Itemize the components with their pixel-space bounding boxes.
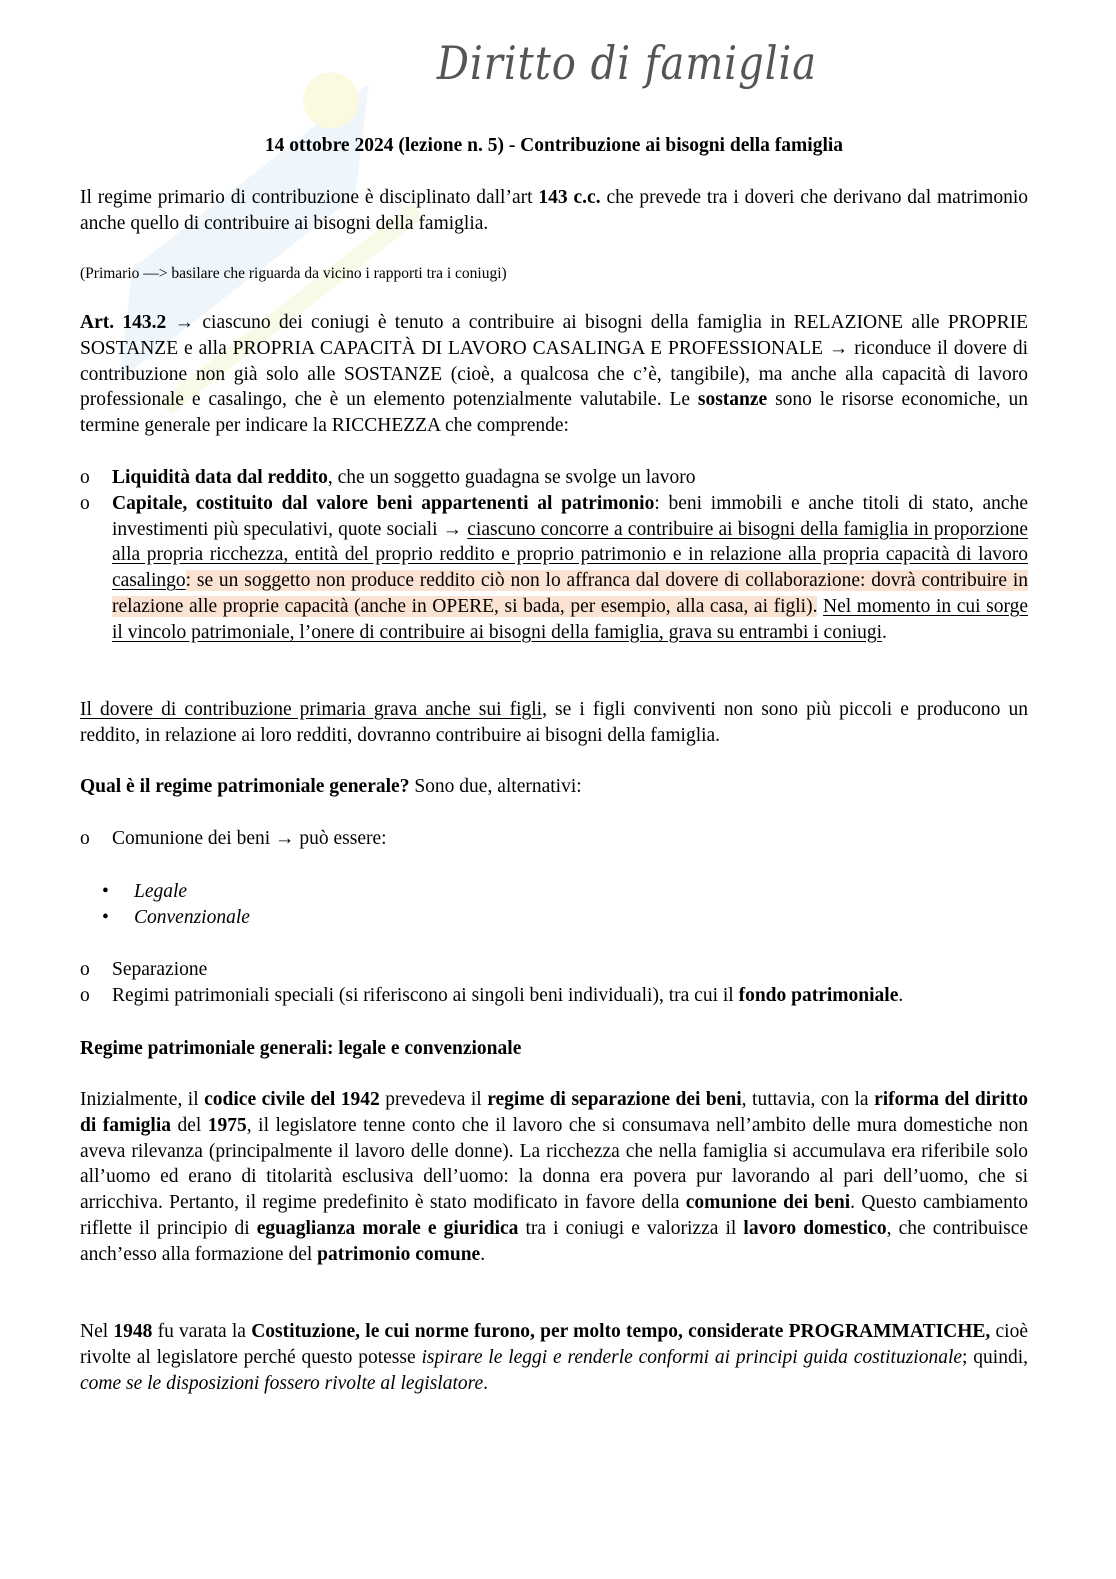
text: , che un soggetto guadagna se svolge un lavoro [327,467,696,488]
list-item [80,957,1028,983]
text: Nel [80,1321,114,1342]
article-ref: Art. 143.2 [80,312,167,333]
article-ref: 143 c.c. [538,187,601,208]
bullet: o [80,828,90,849]
lesson-heading: 14 ottobre 2024 (lezione n. 5) - Contribuzione ai bisogni della famiglia [264,135,844,156]
text: . Questo cambiamento riflette il principio di [80,1192,1028,1239]
text: → ciascuno dei coniugi è tenuto a contribuire ai bisogni della famiglia in RELAZIONE alle PROPRIE SOSTANZE e alla PROPRIA CAPACITÀ DI LAVORO CASALINGA E PROFESSIONALE → riconduce il dovere di contribuzione non già solo alle SOSTANZE (cioè, a qualcosa che c’è, tangibile), ma anche alla capacità di lavoro professionale e casalingo, che è un elemento potenzialmente valutabile. Le [80,312,1029,411]
section-heading: Regime patrimoniale generali: legale e convenzionale [80,1038,522,1059]
paragraph-art-143 [80,310,1028,439]
term: Liquidità data dal reddito [112,467,328,488]
highlighted-text: se un soggetto non produce reddito ciò non lo affranca dal dovere di collaborazione: dovrà contribuire in relazione alle proprie capacità (anche in OPERE, si bada, per esempio, alla casa, ai figli). [112,570,1029,617]
term: Capitale, costituito dal valore beni appartenenti al patrimonio [112,492,655,514]
text: : [185,570,197,592]
bullet: o [80,959,90,980]
list-ricchezza [80,465,1028,646]
bullet: o [80,467,90,488]
list-item [80,491,1028,646]
text: , se i figli conviventi non sono più piccoli e producono un reddito, in relazione ai loro redditi, dovranno contribuire ai bisogni della famiglia. [80,699,1028,746]
bullet: • [102,906,109,928]
text: , il legislatore tenne conto che il lavoro che si consumava nell’ambito delle mura domestiche non aveva rilevanza (principalmente il lavoro delle donne). La ricchezza che nella famiglia si accumulava era riferibile solo all’uomo ed erano di titolarità esclusiva dell’uomo: la donna era povera pur lavorando al pari dell’uomo, che si arricchiva. Pertanto, il regime predefinito è stato modificato in favore della [80,1114,1028,1214]
list-item [80,465,1028,491]
text: Sono due, alternativi: [409,776,582,797]
text: cioè rivolte al legislatore perché questo potesse [80,1321,1028,1368]
text: ; quindi, [962,1346,1028,1368]
bullet: o [80,984,90,1006]
text: del [171,1114,208,1136]
list-regimi [80,957,1028,1009]
list-comunione [80,826,1028,852]
text: , che contribuisce anch’esso alla formazione del [80,1217,1029,1265]
text: Comunione dei beni → può essere: [112,828,387,849]
bullet: o [80,492,90,514]
text: sono le risorse economiche, un termine generale per indicare la RICCHEZZA che comprende: [80,389,1028,437]
text: Regimi patrimoniali speciali (si riferiscono ai singoli beni individuali), tra cui il [112,984,739,1006]
underlined-text: Nel momento in cui sorge il vincolo patrimoniale, l’onere di contribuire ai bisogni della famiglia, grava su entrambi i coniugi [112,595,1028,643]
term: codice civile del 1942 [204,1089,380,1110]
term: comunione dei beni [685,1192,851,1214]
text: che prevede tra i doveri che derivano dal matrimonio anche quello di contribuire ai bisogni della famiglia. [80,187,1028,234]
term: fondo patrimoniale [738,984,899,1006]
text: . [898,984,904,1006]
term: patrimonio comune [317,1243,481,1265]
term: regime di separazione dei beni [487,1089,742,1110]
question: Qual è il regime patrimoniale generale? [80,776,410,797]
text: . [480,1243,486,1265]
list-item [80,826,1028,852]
paragraph-storia [80,1087,1028,1268]
term: 1975 [207,1114,247,1136]
note: (Primario —> basilare che riguarda da vicino i rapporti tra i coniugi) [80,265,507,282]
text: Inizialmente, il [80,1089,205,1110]
bullet: • [102,881,109,902]
text: tra i coniugi e valorizza il [518,1217,744,1239]
underlined-text: Il dovere di contribuzione primaria grava anche sui figli [80,699,543,720]
text: : beni immobili e anche titoli di stato, anche investimenti più speculativi, quote sociali → [112,492,1028,540]
italic-text: ispirare le leggi e renderle conformi ai principi guida costituzionale [421,1346,963,1368]
text: Separazione [112,959,208,980]
paragraph-question [80,774,1028,800]
document-title: Diritto di famiglia [436,37,818,91]
underlined-text: ciascuno concorre a contribuire ai bisogni della famiglia in proporzione alla propria ricchezza, entità del proprio reddito e proprio patrimonio e in relazione alla propria capacità di lavoro casalingo [112,518,1028,592]
text: fu varata la [152,1321,252,1342]
list-comunione-types [80,879,1028,931]
paragraph-intro [80,185,1028,237]
term: lavoro domestico [743,1217,887,1239]
italic-text: come se le disposizioni fossero rivolte al legislatore [80,1372,484,1394]
term: eguaglianza morale e giuridica [256,1217,519,1239]
list-item [102,879,1028,905]
list-item [80,983,1028,1009]
text: Legale [134,881,188,902]
term: Costituzione, le cui norme furono, per molto tempo, considerate PROGRAMMATICHE, [251,1321,991,1342]
text: Il regime primario di contribuzione è disciplinato dall’art [80,187,539,208]
term: sostanze [697,389,768,411]
text: . [882,621,887,643]
text: prevedeva il [379,1089,488,1110]
paragraph-figli [80,697,1028,749]
text: . [483,1372,489,1394]
text: , tuttavia, con la [741,1089,875,1110]
text: Convenzionale [134,906,250,928]
term: 1948 [113,1321,153,1342]
paragraph-costituzione [80,1319,1028,1396]
list-item [102,905,1028,931]
term: riforma del diritto di famiglia [80,1089,1028,1136]
